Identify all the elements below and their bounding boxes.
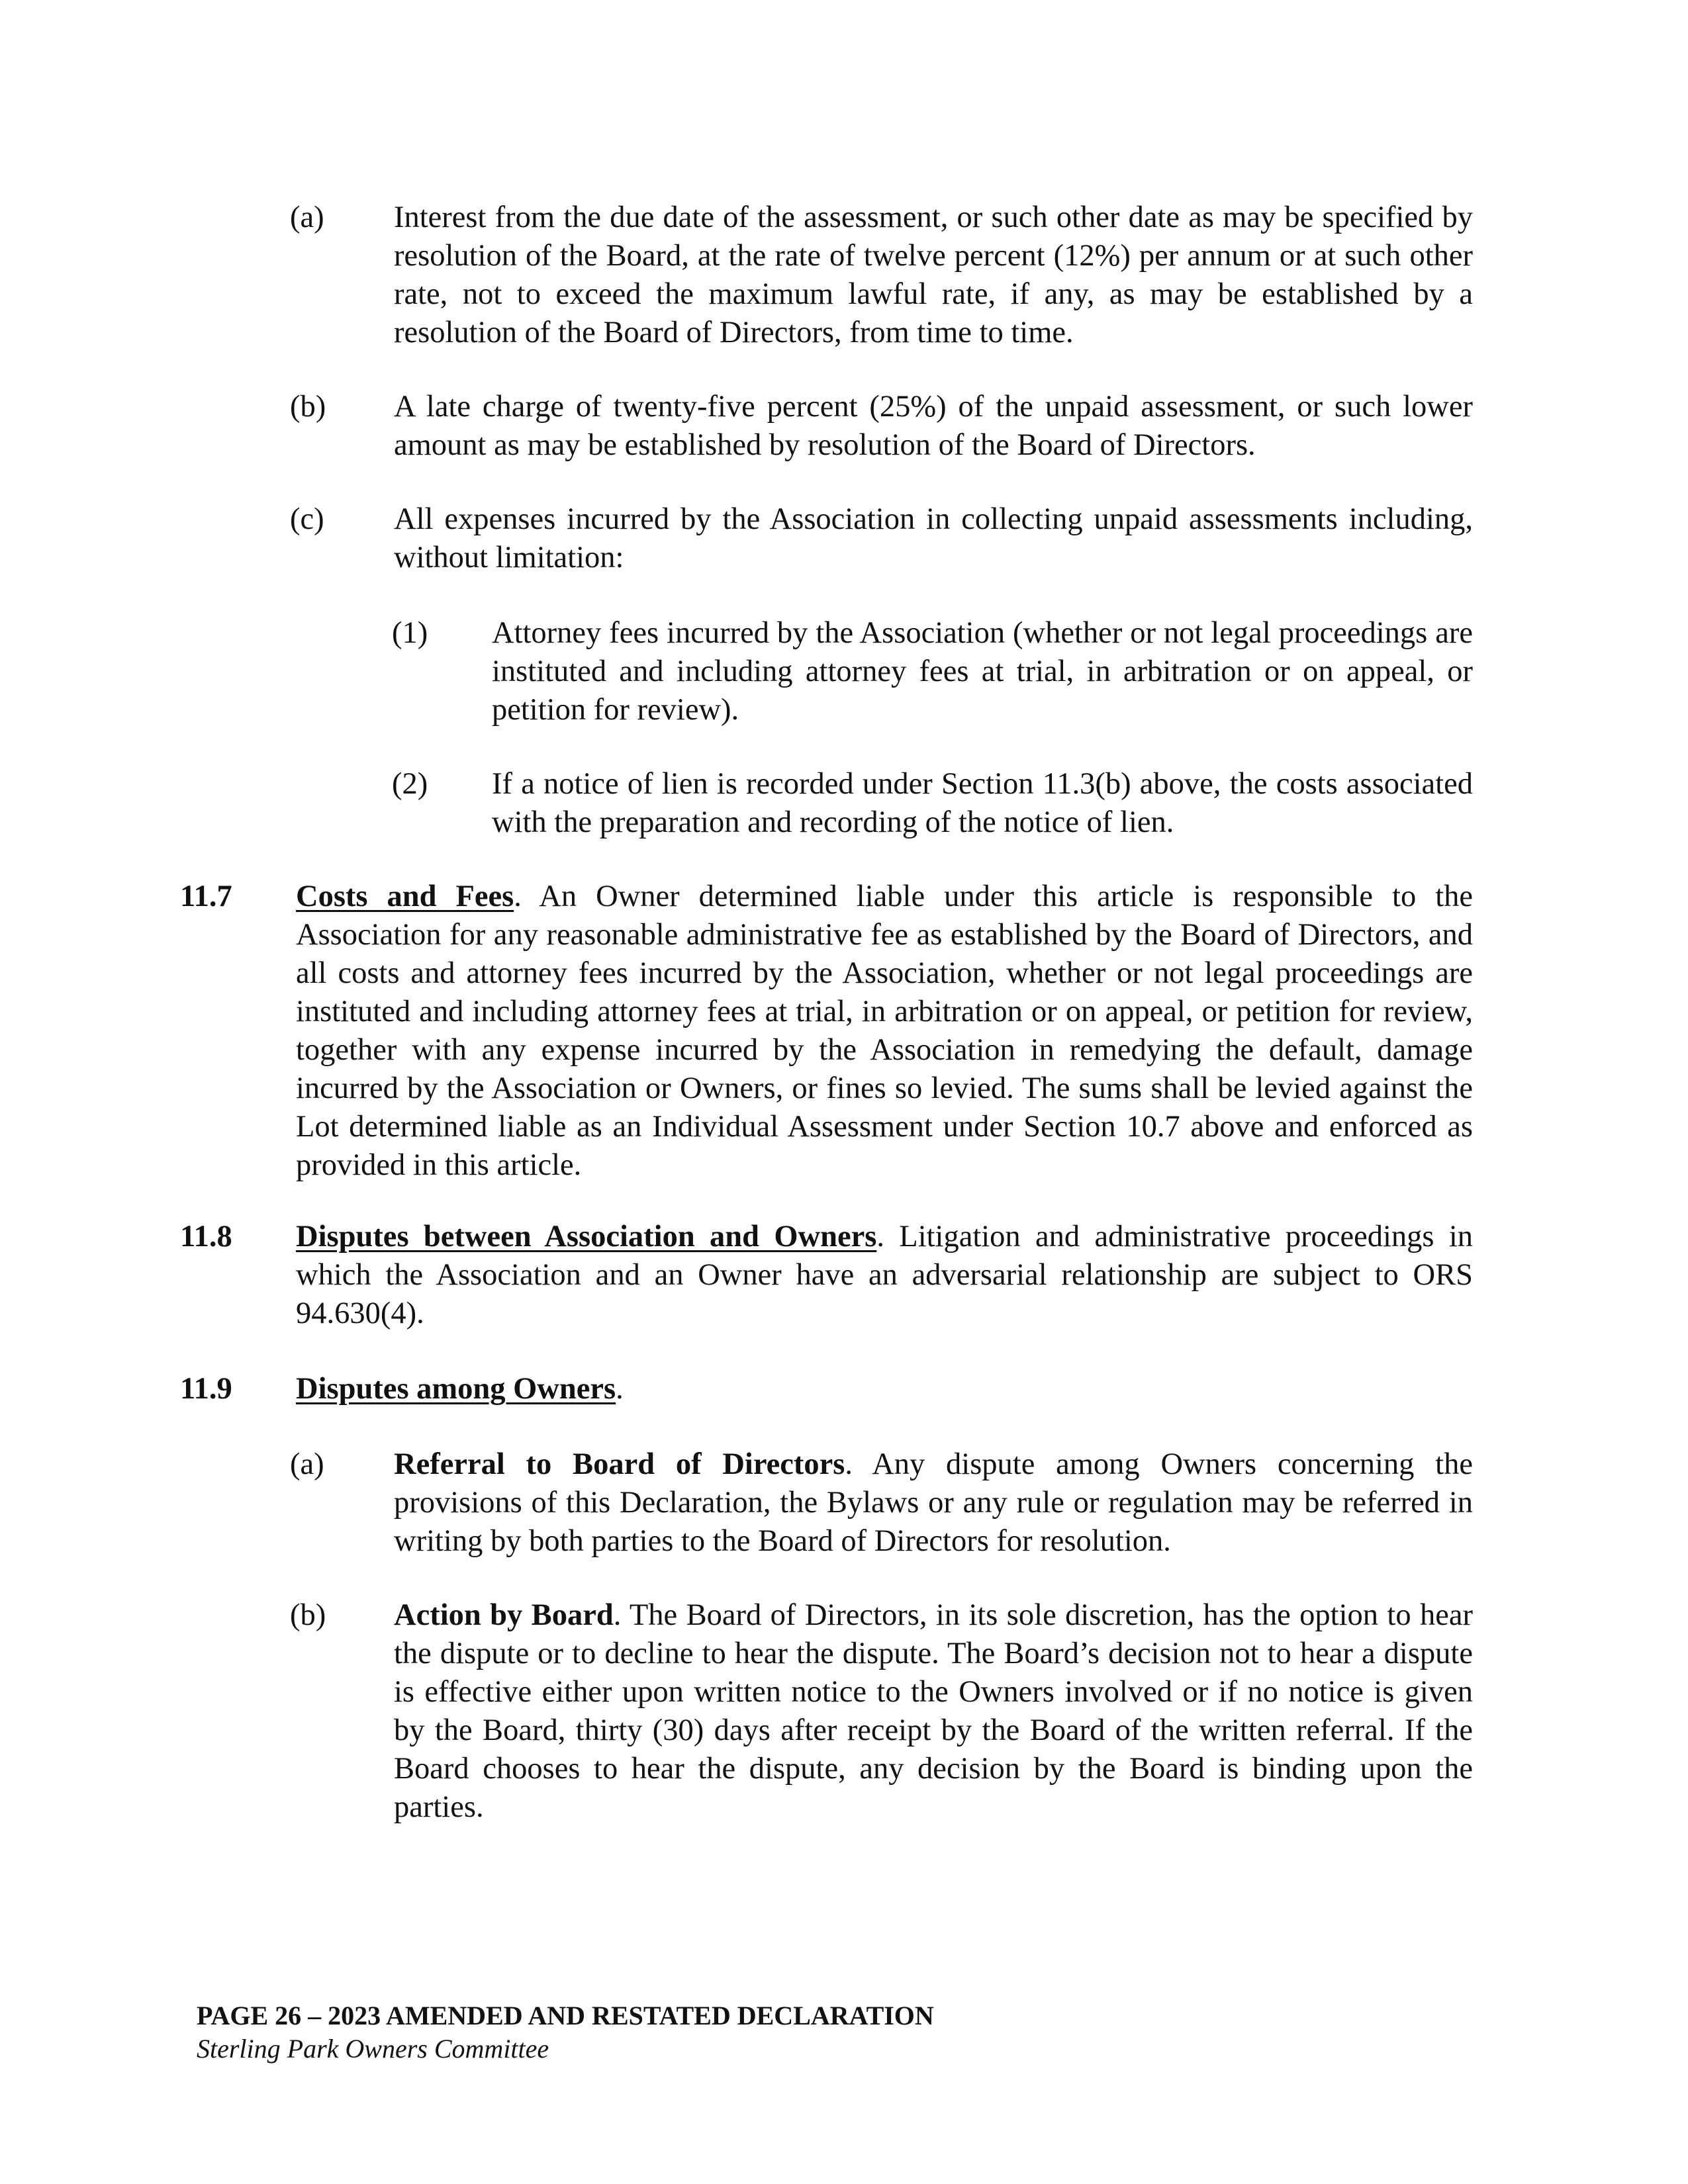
section-11-9-b-heading: Action by Board [394,1598,614,1632]
section-11-9-number: 11.9 [180,1372,232,1406]
subitem-1-text: Attorney fees incurred by the Association (whether or not legal proceedings are instituted and including attorney fees at trial, in arbitration or on appeal, or petition for review). [492,616,1473,727]
section-11-9-text: . [616,1372,624,1406]
item-b-label: (b) [290,390,326,424]
footer-subtitle: Sterling Park Owners Committee [197,2034,549,2064]
section-11-9-paragraph [296,1370,1473,1408]
item-c-label: (c) [290,502,324,536]
item-c-text: All expenses incurred by the Association in collecting unpaid assessments including, without limitation: [394,502,1473,574]
item-a-label: (a) [290,201,324,234]
section-11-7-heading: Costs and Fees [296,880,514,913]
section-11-9-b-paragraph [394,1596,1473,1827]
subitem-1-label: (1) [392,616,428,650]
section-11-9-a-heading: Referral to Board of Directors [394,1447,845,1481]
subitem-2-label: (2) [392,767,428,801]
section-11-8-text: . Litigation and administrative proceedings in which the Association and an Owner have an adversarial relationship are subject to ORS 94.630(4). [296,1220,1473,1330]
section-11-9-a-text: . Any dispute among Owners concerning the provisions of this Declaration, the Bylaws or any rule or regulation may be referred in writing by both parties to the Board of Directors for resolution. [394,1447,1473,1558]
section-11-9-a-label: (a) [290,1447,324,1481]
section-11-8-paragraph [296,1218,1473,1333]
item-b-text: A late charge of twenty-five percent (25%) of the unpaid assessment, or such lower amount as may be established by resolution of the Board of Directors. [394,390,1473,462]
section-11-9-b-text: . The Board of Directors, in its sole discretion, has the option to hear the dispute or to decline to hear the dispute. The Board’s decision not to hear a dispute is effective either upon written notice to the Owners involved or if no notice is given by the Board, thirty (30) days after receipt by the Board of the written referral. If the Board chooses to hear the dispute, any decision by the Board is binding upon the parties. [394,1598,1473,1824]
section-11-7-number: 11.7 [180,880,232,913]
section-11-7-text: . An Owner determined liable under this article is responsible to the Association for any reasonable administrative fee as established by the Board of Directors, and all costs and attorney fees incurred by the Association, whether or not legal proceedings are instituted and including attorney fees at trial, in arbitration or on appeal, or petition for review, together with any expense incurred by the Association in remedying the default, damage incurred by the Association or Owners, or fines so levied. The sums shall be levied against the Lot determined liable as an Individual Assessment under Section 10.7 above and enforced as provided in this article. [296,880,1474,1182]
item-a-text: Interest from the due date of the assessment, or such other date as may be specified by resolution of the Board, at the rate of twelve percent (12%) per annum or at such other rate, not to exceed the maximum lawful rate, if any, as may be established by a resolution of the Board of Directors, from time to time. [394,201,1473,349]
section-11-9-b-label: (b) [290,1598,326,1632]
subitem-2-text: If a notice of lien is recorded under Section 11.3(b) above, the costs associated with the preparation and recording of the notice of lien. [492,767,1473,839]
footer-title: PAGE 26 – 2023 AMENDED AND RESTATED DECLARATION [197,2001,934,2030]
section-11-8-number: 11.8 [180,1220,232,1253]
section-11-8-heading: Disputes between Association and Owners [296,1220,877,1253]
section-11-9-heading: Disputes among Owners [296,1372,616,1406]
section-11-9-a-paragraph [394,1445,1473,1561]
section-11-7-paragraph [296,878,1473,1185]
